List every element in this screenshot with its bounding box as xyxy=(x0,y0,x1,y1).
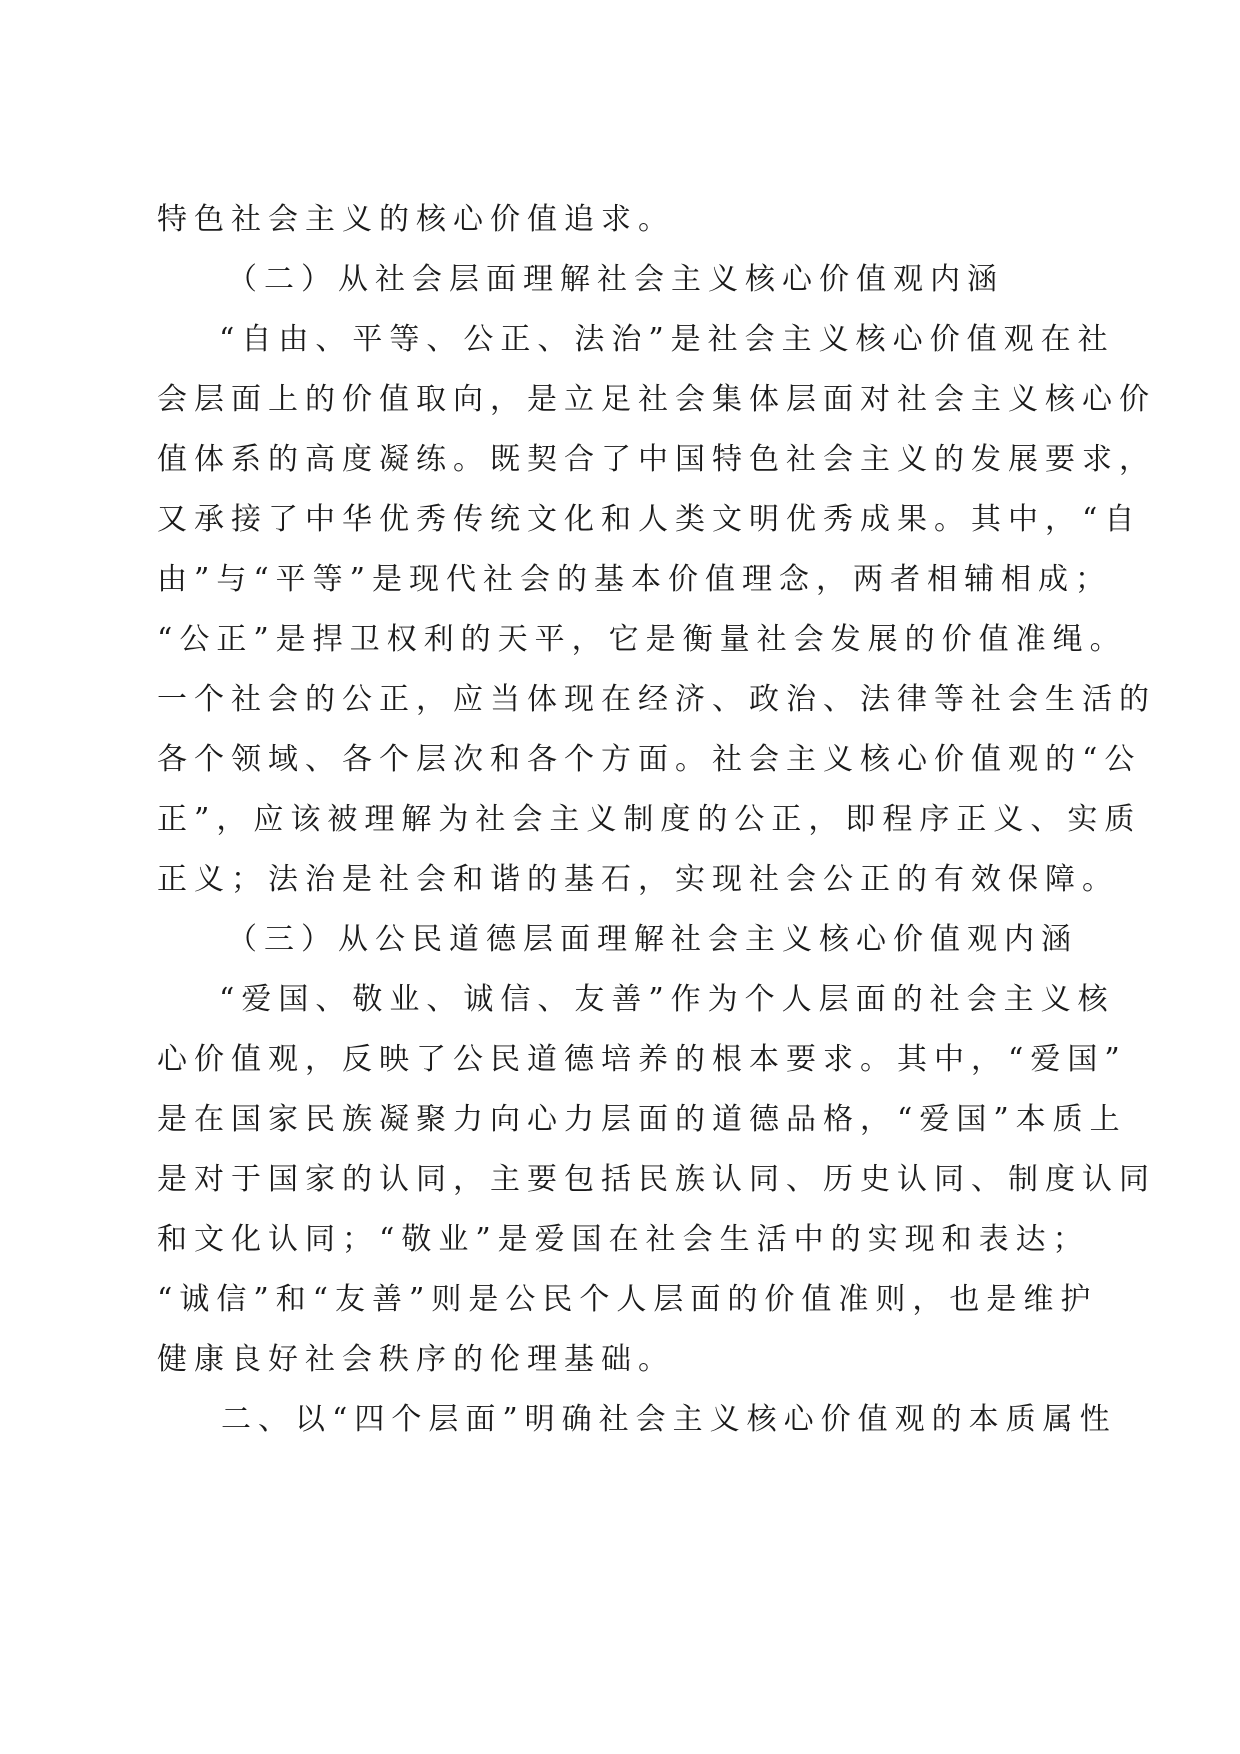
text-line-6: 又承接了中华优秀传统文化和人类文明优秀成果。其中，“自 xyxy=(157,502,1142,537)
text-line-18: 和文化认同；“敬业”是爱国在社会生活中的实现和表达； xyxy=(157,1222,1090,1257)
text-line-1: 特色社会主义的核心价值追求。 xyxy=(157,202,675,237)
text-line-16: 是在国家民族凝聚力向心力层面的道德品格，“爱国”本质上 xyxy=(157,1102,1127,1137)
section-heading-2: （二）从社会层面理解社会主义核心价值观内涵 xyxy=(227,262,1004,297)
text-line-8: “公正”是捍卫权利的天平，它是衡量社会发展的价值准绳。 xyxy=(157,622,1127,657)
text-line-12: 正义；法治是社会和谐的基石，实现社会公正的有效保障。 xyxy=(157,862,1119,897)
section-heading-3: （三）从公民道德层面理解社会主义核心价值观内涵 xyxy=(227,922,1078,957)
text-line-9: 一个社会的公正，应当体现在经济、政治、法律等社会生活的 xyxy=(157,682,1156,717)
text-line-10: 各个领域、各个层次和各个方面。社会主义核心价值观的“公 xyxy=(157,742,1142,777)
text-line-17: 是对于国家的认同，主要包括民族认同、历史认同、制度认同 xyxy=(157,1162,1156,1197)
text-line-15: 心价值观，反映了公民道德培养的根本要求。其中，“爱国” xyxy=(157,1042,1127,1077)
text-line-14: “爱国、敬业、诚信、友善”作为个人层面的社会主义核 xyxy=(219,982,1115,1017)
chapter-heading-2: 二、以“四个层面”明确社会主义核心价值观的本质属性 xyxy=(221,1402,1117,1437)
text-line-11: 正”，应该被理解为社会主义制度的公正，即程序正义、实质 xyxy=(157,802,1142,837)
text-line-4: 会层面上的价值取向，是立足社会集体层面对社会主义核心价 xyxy=(157,382,1156,417)
text-line-19: “诚信”和“友善”则是公民个人层面的价值准则，也是维护 xyxy=(157,1282,1098,1317)
text-line-5: 值体系的高度凝练。既契合了中国特色社会主义的发展要求， xyxy=(157,442,1156,477)
text-line-20: 健康良好社会秩序的伦理基础。 xyxy=(157,1342,675,1377)
text-line-3: “自由、平等、公正、法治”是社会主义核心价值观在社 xyxy=(219,322,1115,357)
text-line-7: 由”与“平等”是现代社会的基本价值理念，两者相辅相成； xyxy=(157,562,1113,597)
